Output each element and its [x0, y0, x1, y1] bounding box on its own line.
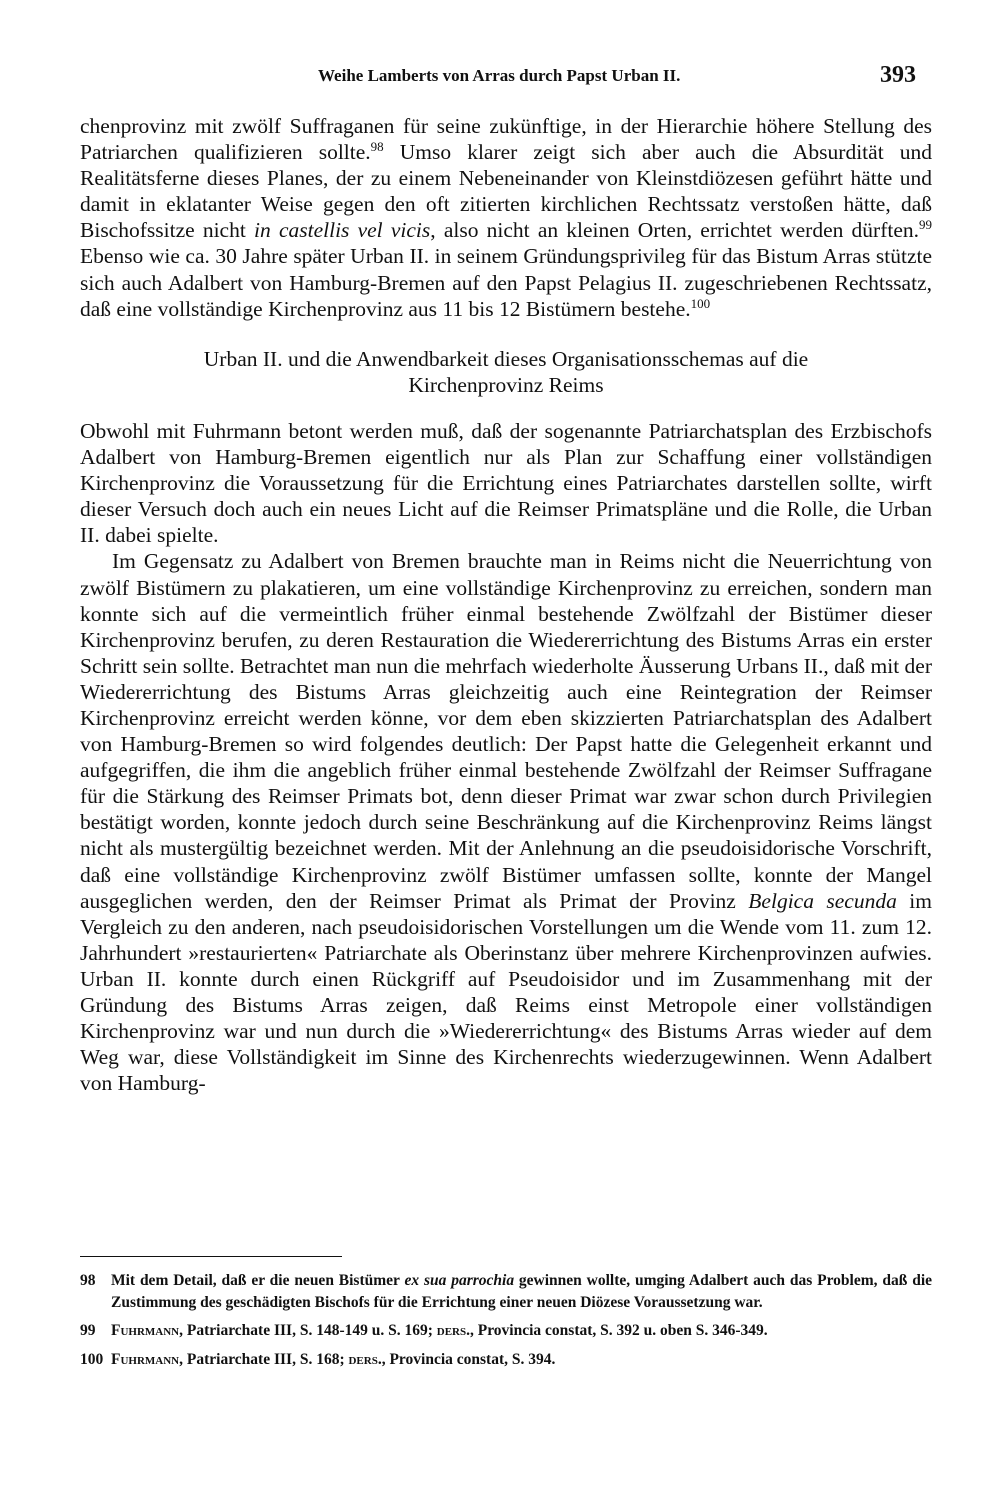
text-run: , also nicht an kleinen Orten, errichtet werden dürften. [430, 218, 920, 243]
footnote-number: 99 [80, 1322, 96, 1339]
page-number: 393 [880, 62, 916, 88]
footnote-100 [80, 1349, 932, 1371]
running-head [0, 62, 1000, 92]
footnote-number: 100 [80, 1350, 104, 1368]
running-title: Weihe Lamberts von Arras durch Papst Urban II. [318, 66, 681, 85]
text-run: Umso klarer zeigt sich aber auch die Absurdität und Realitätsferne dieses Planes, der zu einem Nebeneinander von Kleinstdiözesen geführt hätte und damit in eklatanter Weise gegen den oft zitierten kirchlichen Rechtssatz verstoßen hätte, daß Bischofssitze nicht [80, 140, 932, 243]
footnote-ref-100: 100 [690, 295, 711, 311]
paragraph-1 [80, 113, 932, 322]
paragraph-2: Obwohl mit Fuhrmann betont werden muß, daß der sogenannte Patriarchatsplan des Erzbischofs Adalbert von Hamburg-Bremen eigentlich nur als Plan zur Schaffung einer vollständigen Kirchenprovinz die Voraussetzung für die Errichtung eines Patriarchates darstellen sollte, wirft dieser Versuch doch auch ein neues Licht auf die Reimser Primatspläne und die Rolle, die Urban II. dabei spielte. [80, 418, 932, 548]
text-run: Ebenso wie ca. 30 Jahre später Urban II. in seinem Gründungsprivileg für das Bistum Arras stützte sich auch Adalbert von Hamburg-Bremen auf den Papst Pelagius II. zugeschriebenen Rechtssatz, daß eine vollständige Kirchenprovinz aus 11 bis 12 Bistümern bestehe. [80, 244, 932, 321]
author-name: ders. [348, 1350, 382, 1368]
paragraph-3 [80, 548, 932, 1096]
footnote-ref-99: 99 [919, 217, 933, 233]
text-run: chenprovinz mit zwölf Suffraganen für seine zukünftige, in der Hierarchie höhere Stellung des Patriarchen qualifizieren sollte. [80, 114, 932, 165]
text-run: Im Gegensatz zu Adalbert von Bremen brauchte man in Reims nicht die Neuerrichtung von zwölf Bistümern zu plakatieren, um eine vollständige Kirchenprovinz zu erreichen, sondern man konnte sich auf die vermeintlich früher einmal bestehende Zwölfzahl der Bistümer dieser Kirchenprovinz berufen, zu deren Restauration die Wiedererrichtung des Bistums Arras ein erster Schritt sein sollte. Betrachtet man nun die mehrfach wiederholte Äusserung Urbans II., daß mit der Wiedererrichtung des Bistums Arras gleichzeitig auch eine Reintegration der Reimser Kirchenprovinz erreicht werden könne, vor dem eben skizzierten Patriarchatsplan des Adalbert von Hamburg-Bremen so wird folgendes deutlich: Der Papst hatte die Gelegenheit erkannt und aufgegriffen, die ihm die angeblich früher einmal bestehende Zwölfzahl der Reimser Suffragane für die Stärkung des Reimser Primats bot, denn dieser Primat war zwar schon durch Privilegien bestätigt worden, konnte jedoch durch seine Beschränkung auf die Kirchenprovinz Reims längst nicht als mustergültig bezeichnet werden. Mit der Anlehnung an die pseudoisidorische Vorschrift, daß eine vollständige Kirchenprovinz zwölf Bistümer umfassen sollte, konnte der Mangel ausgeglichen werden, den der Reimser Primat als Primat der Provinz [80, 549, 932, 913]
section-heading-line-1: Urban II. und die Anwendbarkeit dieses Organisationsschemas auf die [203, 346, 809, 371]
section-heading [80, 346, 932, 398]
footnote-ref-98: 98 [370, 139, 384, 155]
main-text [80, 113, 932, 1096]
text-run: , Patriarchate III, S. 168; [179, 1350, 349, 1368]
author-name: ders. [436, 1322, 470, 1339]
text-run: im Vergleich zu den anderen, nach pseudoisidorischen Vorstellungen um die Wende vom 11. zum 12. Jahrhundert »restaurierten« Patriarchate als Oberinstanz über mehrere Kirchenprovinzen aufwies. Urban II. konnte durch einen Rückgriff auf Pseudoisidor und im Zusammenhang mit der Gründung des Bistums Arras zeigen, daß Reims einst Metropole einer vollständigen Kirchenprovinz war und nun durch die »Wiedererrichtung« des Bistums Arras wieder auf dem Weg war, diese Vollständigkeit im Sinne des Kirchenrechts wiederzugewinnen. Wenn Adalbert von Hamburg- [80, 888, 932, 1096]
latin-phrase: ex sua parrochia [404, 1272, 515, 1289]
latin-phrase: Belgica secunda [748, 888, 897, 913]
footnotes [80, 1270, 932, 1377]
latin-phrase: in castellis vel vicis [254, 218, 431, 243]
text-run: , Patriarchate III, S. 148-149 u. S. 169; [179, 1322, 437, 1339]
footnote-98 [80, 1270, 932, 1313]
footnote-99 [80, 1320, 932, 1342]
author-name: Fuhrmann [111, 1322, 180, 1339]
footnote-number: 98 [80, 1272, 96, 1289]
text-run: , Provincia constat, S. 394. [381, 1350, 556, 1368]
section-heading-line-2: Kirchenprovinz Reims [408, 372, 604, 397]
author-name: Fuhrmann [111, 1350, 180, 1368]
text-run: gewinnen wollte, umging Adalbert auch das Problem, daß die Zustimmung des geschädigten Bischofs für die Errichtung einer neuen Diözese Voraussetzung war. [111, 1272, 933, 1311]
footnote-divider [80, 1256, 342, 1257]
text-run: Mit dem Detail, daß er die neuen Bistümer [111, 1272, 405, 1289]
text-run: , Provincia constat, S. 392 u. oben S. 346-349. [469, 1322, 768, 1339]
